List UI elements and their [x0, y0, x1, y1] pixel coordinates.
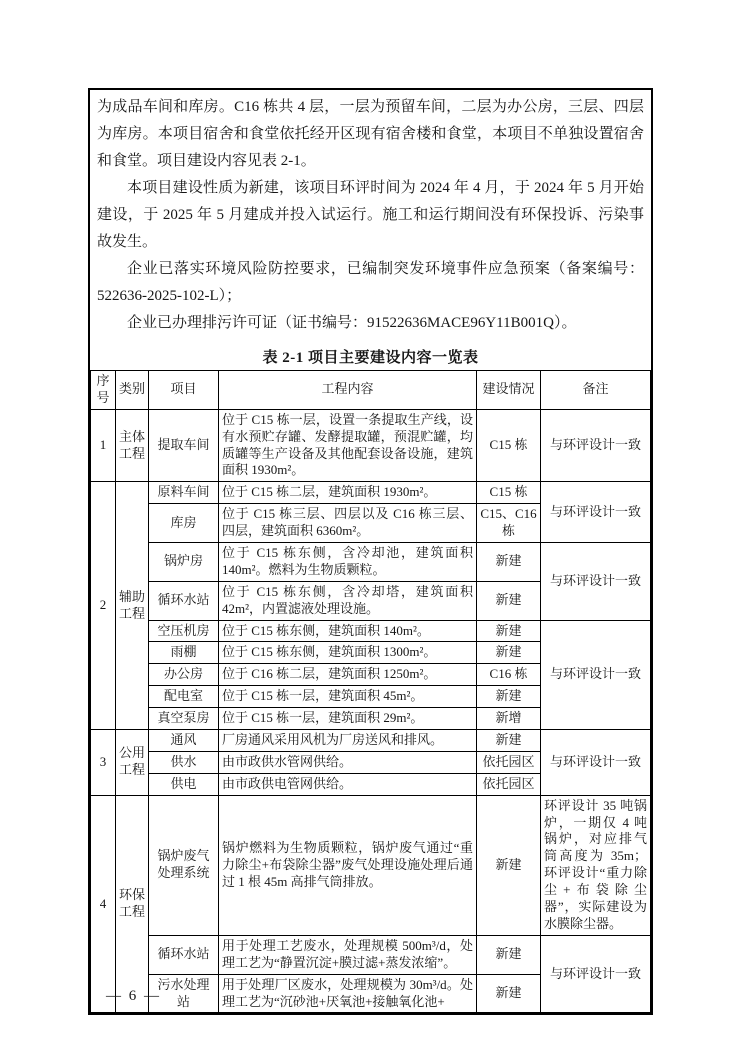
paragraph-4: 企业已办理排污许可证（证书编号：91522636MACE96Y11B001Q）。 — [127, 315, 577, 331]
category-cell: 辅助工程 — [116, 482, 149, 730]
item-cell: 锅炉废气处理系统 — [149, 795, 219, 935]
item-cell: 真空泵房 — [149, 708, 219, 730]
construction-status-cell: 新建 — [477, 642, 541, 664]
item-cell: 供水 — [149, 751, 219, 773]
construction-status-cell: 新建 — [477, 974, 541, 1013]
item-cell: 雨棚 — [149, 642, 219, 664]
table-row — [91, 409, 651, 482]
remark-cell: 与环评设计一致 — [541, 409, 651, 482]
project-construction-table — [90, 370, 651, 1013]
paragraph-3: 企业已落实环境风险防控要求，已编制突发环境事件应急预案（备案编号：522636-2025-102-L）； — [97, 261, 644, 304]
table-row — [91, 935, 651, 974]
item-cell: 循环水站 — [149, 935, 219, 974]
work-content-cell: 由市政供电管网供给。 — [219, 773, 477, 795]
body-text-block — [90, 90, 651, 337]
construction-status-cell: 新建 — [477, 730, 541, 752]
construction-status-cell: 新建 — [477, 795, 541, 935]
construction-status-cell: 依托园区 — [477, 751, 541, 773]
seq-number-cell: 3 — [91, 730, 116, 796]
column-header-6: 备注 — [541, 371, 651, 410]
column-header-4: 工程内容 — [219, 371, 477, 410]
column-header-3: 项目 — [149, 371, 219, 410]
seq-number-cell: 4 — [91, 795, 116, 1013]
column-header-2: 类别 — [116, 371, 149, 410]
column-header-1: 序号 — [91, 371, 116, 410]
item-cell: 通风 — [149, 730, 219, 752]
construction-status-cell: 新建 — [477, 620, 541, 642]
paragraph-2: 本项目建设性质为新建，该项目环评时间为 2024 年 4 月，于 2024 年 5 月开始建设，于 2025 年 5 月建成并投入试运行。施工和运行期间没有环保投诉、污染事故发生。 — [97, 180, 644, 250]
work-content-cell: 位于 C15 栋三层、四层以及 C16 栋三层、四层，建筑面积 6360m²。 — [219, 504, 477, 543]
work-content-cell: 位于 C15 栋二层，建筑面积 1930m²。 — [219, 482, 477, 504]
item-cell: 库房 — [149, 504, 219, 543]
work-content-cell: 位于 C15 栋一层，建筑面积 29m²。 — [219, 708, 477, 730]
table-header-row — [91, 371, 651, 410]
remark-cell: 环评设计 35 吨锅炉，一期仅 4 吨锅炉，对应排气筒高度为 35m；环评设计“重力除尘+布袋除尘器”，实际建设为水膜除尘器。 — [541, 795, 651, 935]
item-cell: 提取车间 — [149, 409, 219, 482]
work-content-cell: 位于 C15 栋东侧，建筑面积 140m²。 — [219, 620, 477, 642]
construction-status-cell: 新建 — [477, 543, 541, 582]
remark-cell: 与环评设计一致 — [541, 730, 651, 796]
item-cell: 锅炉房 — [149, 543, 219, 582]
work-content-cell: 位于 C15 栋一层，设置一条提取生产线，设有水预贮存罐、发酵提取罐，预混贮罐，均质罐等生产设备及其他配套设备设施，建筑面积 1930m²。 — [219, 409, 477, 482]
category-cell: 公用工程 — [116, 730, 149, 796]
table-row — [91, 795, 651, 935]
construction-status-cell: 新建 — [477, 686, 541, 708]
work-content-cell: 厂房通风采用风机为厂房送风和排风。 — [219, 730, 477, 752]
construction-status-cell: 新建 — [477, 581, 541, 620]
remark-cell: 与环评设计一致 — [541, 935, 651, 1013]
work-content-cell: 位于 C16 栋二层，建筑面积 1250m²。 — [219, 664, 477, 686]
construction-status-cell: C16 栋 — [477, 664, 541, 686]
construction-status-cell: 依托园区 — [477, 773, 541, 795]
item-cell: 污水处理站 — [149, 974, 219, 1013]
item-cell: 配电室 — [149, 686, 219, 708]
item-cell: 供电 — [149, 773, 219, 795]
category-cell: 环保工程 — [116, 795, 149, 1013]
page-number: — 6 — — [106, 988, 161, 1004]
construction-status-cell: 新增 — [477, 708, 541, 730]
seq-number-cell: 1 — [91, 409, 116, 482]
work-content-cell: 用于处理工艺废水，处理规模 500m³/d，处理工艺为“静置沉淀+膜过滤+蒸发浓缩”。 — [219, 935, 477, 974]
item-cell: 原料车间 — [149, 482, 219, 504]
remark-cell: 与环评设计一致 — [541, 620, 651, 729]
item-cell: 循环水站 — [149, 581, 219, 620]
item-cell: 办公房 — [149, 664, 219, 686]
category-cell: 主体工程 — [116, 409, 149, 482]
work-content-cell: 位于 C15 栋东侧，含冷却池，建筑面积 140m²。燃料为生物质颗粒。 — [219, 543, 477, 582]
remark-cell: 与环评设计一致 — [541, 482, 651, 543]
page-content-box — [88, 88, 653, 1015]
remark-cell: 与环评设计一致 — [541, 543, 651, 621]
table-row — [91, 482, 651, 504]
work-content-cell: 用于处理厂区废水，处理规模为 30m³/d。处理工艺为“沉砂池+厌氧池+接触氧化池+ — [219, 974, 477, 1013]
construction-status-cell: C15、C16 栋 — [477, 504, 541, 543]
paragraph-1: 为成品车间和库房。C16 栋共 4 层，一层为预留车间，二层为办公房，三层、四层为库房。本项目宿舍和食堂依托经开区现有宿舍楼和食堂，本项目不单独设置宿舍和食堂。项目建设内容见表 2-1。 — [97, 99, 644, 169]
item-cell: 空压机房 — [149, 620, 219, 642]
work-content-cell: 锅炉燃料为生物质颗粒，锅炉废气通过“重力除尘+布袋除尘器”废气处理设施处理后通过 1 根 45m 高排气筒排放。 — [219, 795, 477, 935]
work-content-cell: 由市政供水管网供给。 — [219, 751, 477, 773]
table-row — [91, 543, 651, 582]
work-content-cell: 位于 C15 栋东侧，含冷却塔，建筑面积 42m²，内置滤液处理设施。 — [219, 581, 477, 620]
seq-number-cell: 2 — [91, 482, 116, 730]
construction-status-cell: C15 栋 — [477, 482, 541, 504]
table-row — [91, 730, 651, 752]
table-row — [91, 620, 651, 642]
work-content-cell: 位于 C15 栋一层，建筑面积 45m²。 — [219, 686, 477, 708]
construction-status-cell: 新建 — [477, 935, 541, 974]
column-header-5: 建设情况 — [477, 371, 541, 410]
construction-status-cell: C15 栋 — [477, 409, 541, 482]
work-content-cell: 位于 C15 栋东侧，建筑面积 1300m²。 — [219, 642, 477, 664]
table-title: 表 2-1 项目主要建设内容一览表 — [262, 350, 479, 366]
